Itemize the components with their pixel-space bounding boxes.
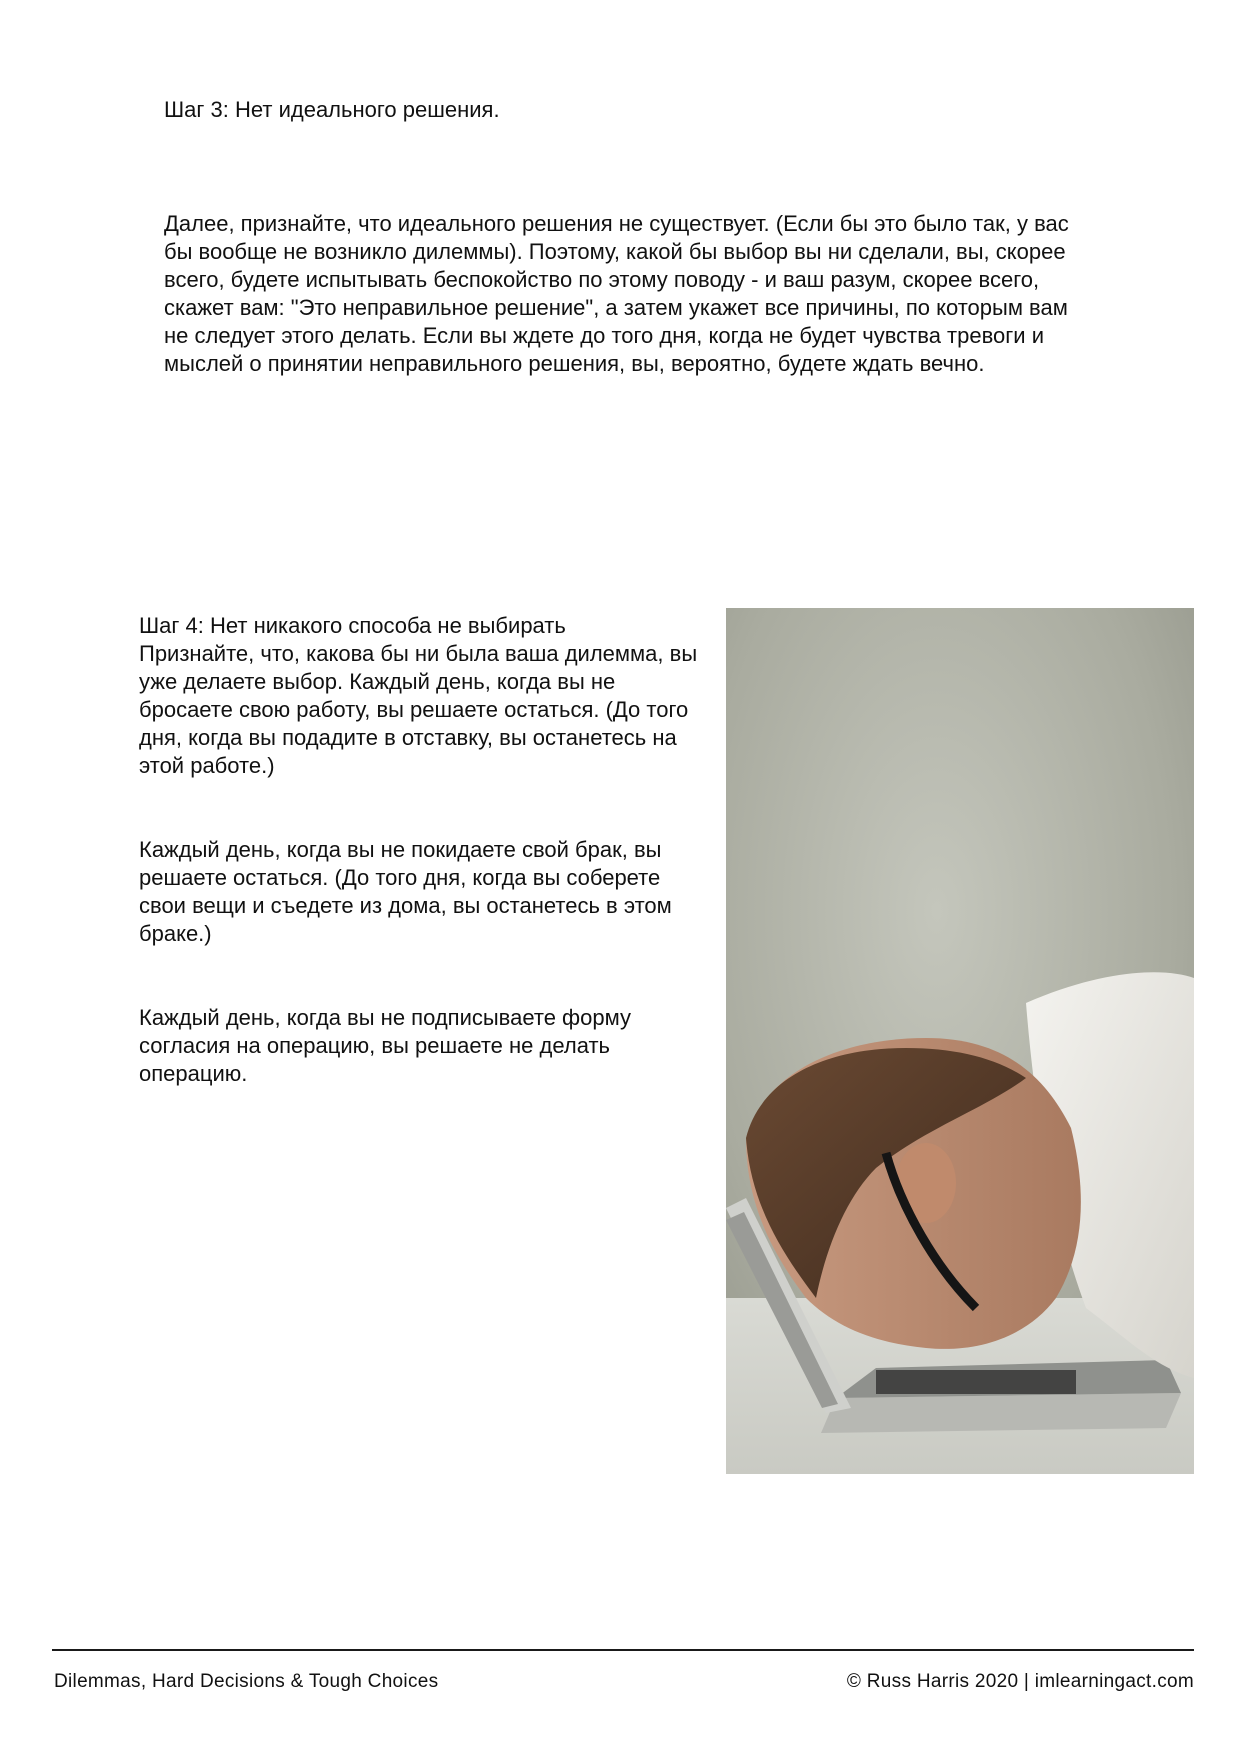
- step4-heading: Шаг 4: Нет никакого способа не выбирать: [139, 613, 566, 638]
- step4-first-paragraph: [139, 612, 699, 780]
- footer-divider: [52, 1649, 1194, 1651]
- footer-copyright: © Russ Harris 2020 | imlearningact.com: [846, 1671, 1194, 1692]
- step4-section: [139, 612, 699, 1144]
- step4-paragraph-2: Каждый день, когда вы не покидаете свой брак, вы решаете остаться. (До того дня, когда вы соберете свои вещи и съедете из дома, вы останетесь в этом браке.): [139, 837, 672, 946]
- footer-title: Dilemmas, Hard Decisions & Tough Choices: [54, 1671, 439, 1692]
- step4-paragraph-3: Каждый день, когда вы не подписываете форму согласия на операцию, вы решаете не делать операцию.: [139, 1005, 631, 1086]
- step3-heading: Шаг 3: Нет идеального решения.: [164, 97, 500, 122]
- man-head-on-laptop-photo: [726, 608, 1194, 1474]
- step4-paragraph-1: Признайте, что, какова бы ни была ваша дилемма, вы уже делаете выбор. Каждый день, когда вы не бросаете свою работу, вы решаете остаться. (До того дня, когда вы подадите в отставку, вы останетесь на этой работе.): [139, 641, 698, 778]
- step3-body-text: Далее, признайте, что идеального решения не существует. (Если бы это было так, у вас бы вообще не возникло дилеммы). Поэтому, какой бы выбор вы ни сделали, вы, скорее всего, будете испытывать беспокойство по этому поводу - и ваш разум, скорее всего, скажет вам: "Это неправильное решение", а затем укажет все причины, по которым вам не следует этого делать. Если вы ждете до того дня, когда не будет чувства тревоги и мыслей о принятии неправильного решения, вы, вероятно, будете ждать вечно.: [164, 211, 1069, 376]
